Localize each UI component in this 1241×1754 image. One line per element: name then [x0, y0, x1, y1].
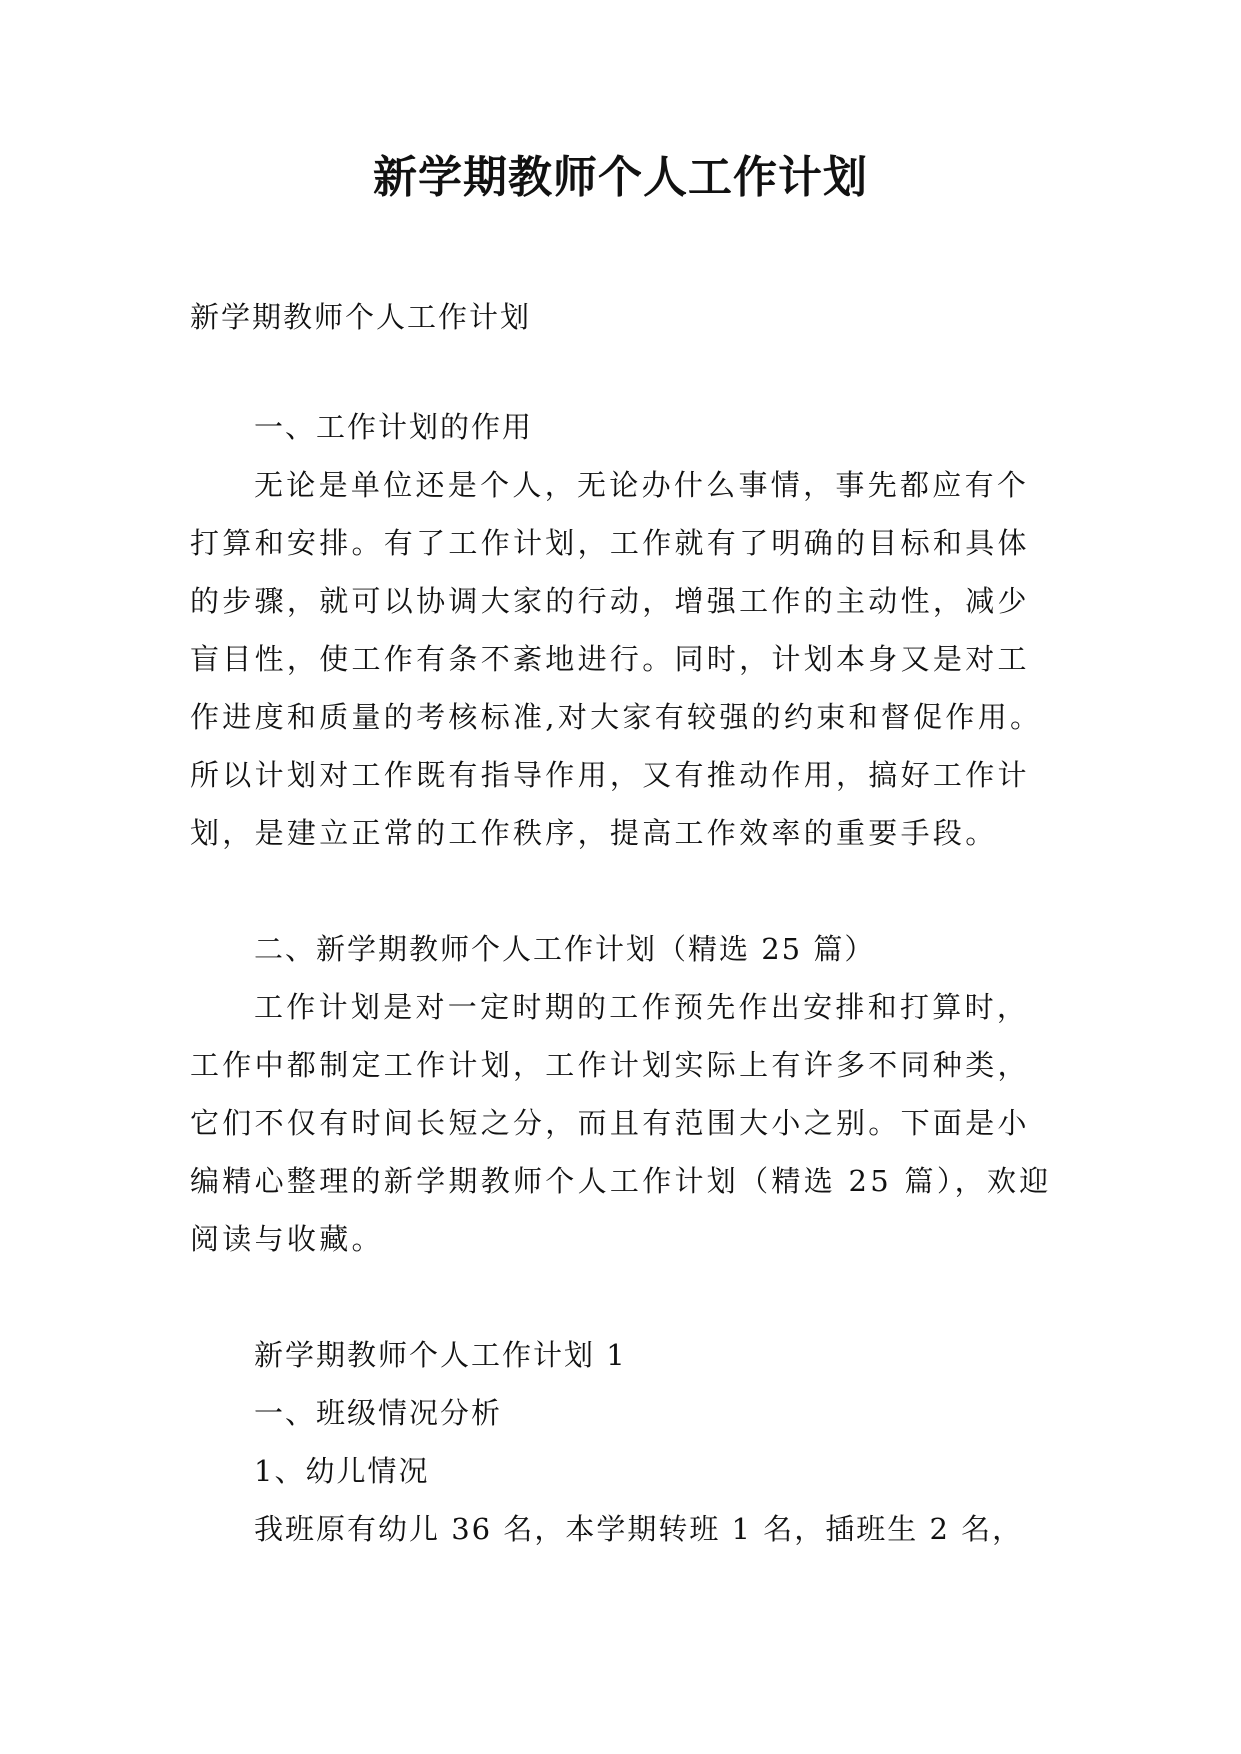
spacer: [190, 1268, 1060, 1326]
document-title: 新学期教师个人工作计划: [373, 152, 868, 203]
section-paragraph-1: 无论是单位还是个人，无论办什么事情，事先都应有个打算和安排。有了工作计划，工作就有了明确的目标和具体的步骤，就可以协调大家的行动，增强工作的主动性，减少盲目性，使工作有条不紊地进行。同时，计划本身又是对工作进度和质量的考核标准,对大家有较强的约束和督促作用。所以计划对工作既有指导作用，又有推动作用，搞好工作计划，是建立正常的工作秩序，提高工作效率的重要手段。: [190, 468, 1043, 850]
section-heading-1: 一、工作计划的作用: [254, 410, 534, 444]
spacer: [190, 862, 1060, 920]
section-paragraph-2: 工作计划是对一定时期的工作预先作出安排和打算时，工作中都制定工作计划，工作计划实际上有许多不同种类，它们不仅有时间长短之分，而且有范围大小之别。下面是小编精心整理的新学期教师个人工作计划（精选 25 篇），欢迎阅读与收藏。: [190, 990, 1052, 1256]
plan-subheading: 一、班级情况分析: [254, 1396, 503, 1430]
plan-text: 我班原有幼儿 36 名，本学期转班 1 名，插班生 2 名，: [254, 1512, 1024, 1546]
document-body: [190, 288, 1060, 1558]
plan-item: 1、幼儿情况: [254, 1454, 430, 1488]
section-heading-2: 二、新学期教师个人工作计划（精选 25 篇）: [254, 932, 876, 966]
document-subtitle: 新学期教师个人工作计划: [190, 300, 532, 334]
plan-heading: 新学期教师个人工作计划 1: [254, 1338, 627, 1372]
spacer: [190, 346, 1060, 398]
